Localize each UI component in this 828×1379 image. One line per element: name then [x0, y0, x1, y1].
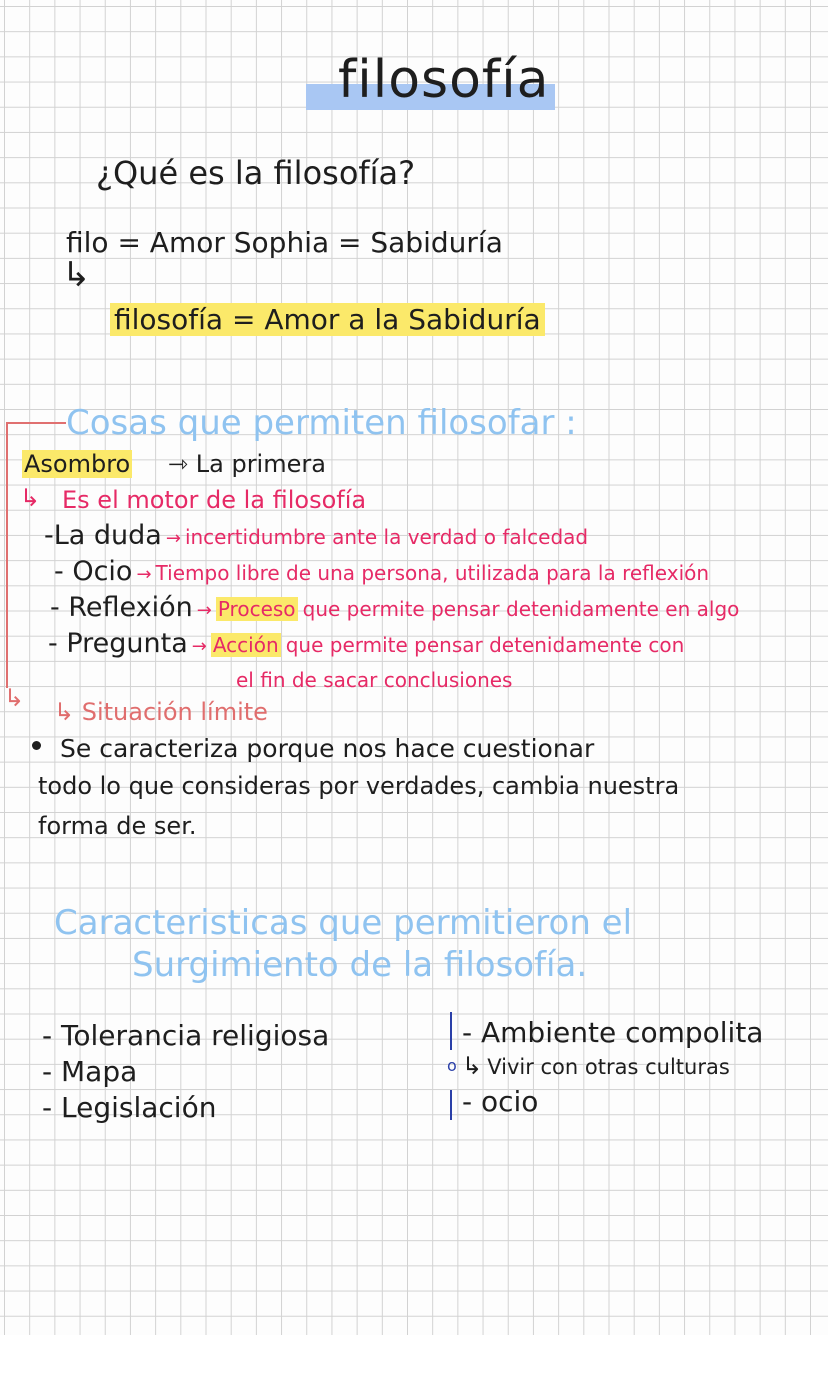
list-item: - Mapa: [42, 1055, 138, 1088]
etymology-line: filo = Amor Sophia = Sabiduría: [66, 226, 503, 259]
list-item-ocio: - ocio: [462, 1085, 539, 1118]
page-title: filosofía: [338, 50, 550, 110]
list-item-ambiente: - Ambiente compolita: [462, 1016, 764, 1049]
situacion-limite: ↳ Situación límite: [54, 698, 268, 726]
asombro-note: [168, 452, 326, 476]
paragraph-line: todo lo que consideras por verdades, cambia nuestra: [38, 772, 680, 800]
column-divider: [450, 1090, 452, 1120]
item-label: -La duda: [44, 520, 162, 551]
arrow-icon: →: [165, 528, 181, 549]
list-item: - Legislación: [42, 1091, 217, 1124]
list-item-pregunta: [48, 630, 684, 657]
item-label: - Pregunta: [48, 628, 188, 659]
item-label: - Ocio: [54, 556, 133, 587]
motor-note: Es el motor de la filosofía: [62, 486, 367, 514]
arrow-icon: →: [191, 636, 207, 657]
motor-arrow-icon: ↳: [20, 484, 41, 512]
list-item-reflexion: [50, 594, 739, 621]
asombro-text: Asombro: [24, 450, 131, 478]
item-desc-highlight: Acción: [212, 633, 279, 657]
paragraph-line: Se caracteriza porque nos hace cuestionar: [60, 734, 595, 763]
item-desc: que permite pensar detenidamente en algo: [302, 597, 740, 621]
characteristics-left-list: [42, 1018, 329, 1126]
question-heading: ¿Qué es la filosofía?: [96, 154, 416, 192]
list-item-duda: [44, 522, 588, 549]
item-desc-highlight: Proceso: [217, 597, 296, 621]
arrow-icon: →: [196, 600, 212, 621]
definition-line: [110, 303, 545, 336]
item-desc: incertidumbre ante la verdad o falcedad: [184, 525, 589, 549]
sub-arrow-icon: ↳: [462, 1052, 483, 1080]
vivir-text: Vivir con otras culturas: [487, 1055, 730, 1079]
asombro-label: [22, 452, 132, 476]
item-label: - Reflexión: [50, 592, 193, 623]
section1-heading: Cosas que permiten filosofar :: [66, 403, 577, 443]
list-item-vivir: [462, 1050, 763, 1085]
arrow-icon: ⇾: [168, 450, 189, 478]
item-desc: Tiempo libre de una persona, utilizada para la reflexión: [155, 561, 710, 585]
section2-heading-line2: Surgimiento de la filosofía.: [132, 945, 588, 985]
pregunta-continuation: el fin de sacar conclusiones: [236, 668, 513, 692]
asombro-note-text: La primera: [195, 450, 326, 478]
definition-arrow-icon: ↳: [62, 255, 91, 295]
section2-heading-line1: Caracteristicas que permitieron el: [54, 903, 633, 943]
bracket-arrow-icon: ↳: [4, 684, 25, 712]
bullet-icon: [32, 741, 41, 750]
list-item-ocio: [54, 558, 709, 585]
arrow-icon: →: [136, 564, 152, 585]
column-divider: [450, 1012, 452, 1050]
list-item: - Tolerancia religiosa: [42, 1019, 330, 1052]
characteristics-right-list: [462, 1016, 763, 1119]
divider-mark: o: [447, 1056, 457, 1075]
paragraph-line: forma de ser.: [38, 812, 197, 840]
item-desc: que permite pensar detenidamente con: [285, 633, 685, 657]
definition-text: filosofía = Amor a la Sabiduría: [110, 303, 545, 336]
